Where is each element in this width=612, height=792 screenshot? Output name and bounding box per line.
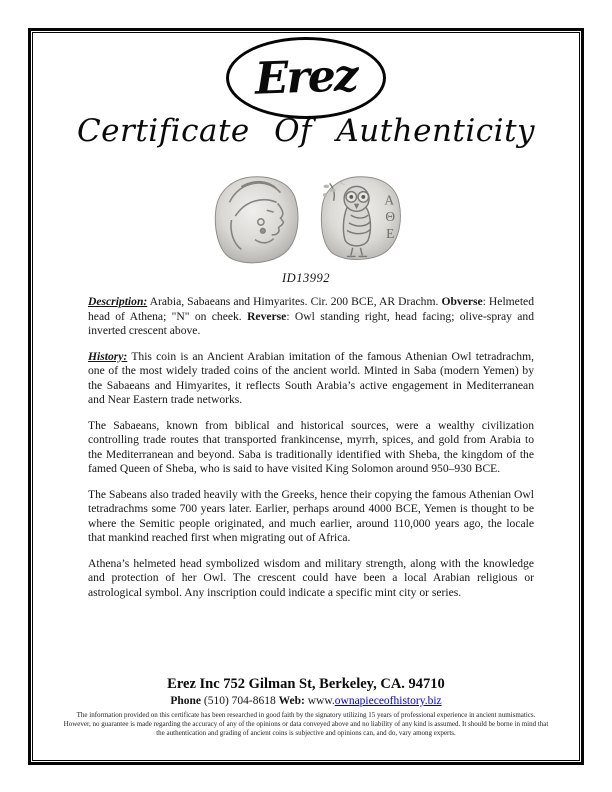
website-link[interactable]: ownapieceofhistory.biz — [334, 695, 442, 707]
logo-text: Erez — [254, 50, 358, 105]
logo-oval — [226, 37, 386, 119]
reverse-label: Reverse — [247, 309, 287, 323]
description-paragraph — [88, 295, 534, 339]
reverse-text: : Owl standing right, head facing; olive-spray and inverted crescent above. — [88, 309, 535, 337]
obverse-coin-flan — [215, 177, 298, 263]
coin-reverse-photo — [310, 171, 407, 267]
phone-label: Phone — [170, 695, 202, 707]
history-label: History: — [88, 349, 128, 363]
history-text: This coin is an Ancient Arabian imitation of the famous Athenian Owl tetradrachm, one of the most widely traded coins of the ancient world. Minted in Saba (modern Yemen) by the Sabaeans and Himyarites, it reflects South Arabia’s active engagement in Mediterranean and Near Eastern trade networks. — [88, 349, 534, 406]
description-label: Description: — [88, 295, 148, 308]
disclaimer-line: the authentication and grading of ancient coins is subjective and opinions can, and do, vary among experts. — [156, 729, 456, 738]
contact-line — [0, 695, 612, 707]
body-paragraph: The Sabaeans, known from biblical and historical sources, were a wealthy civilization controlling trade routes that transported frankincense, myrrh, spices, and gold from Arabia to the Mediterranean and beyond. Saba is traditionally identified with Sheba, the kingdom of the famed Queen of Sheba, who is said to have visited King Solomon around 950–930 BCE. — [88, 418, 534, 475]
coin-id: ID13992 — [282, 271, 330, 285]
phone-number: (510) 704-8618 — [201, 695, 279, 707]
history-paragraph — [88, 350, 534, 408]
svg-text:Α: Α — [383, 192, 394, 208]
reverse-inscription — [384, 193, 395, 242]
certificate-body — [88, 295, 534, 611]
web-prefix: www. — [304, 695, 335, 707]
obverse-label: Obverse — [441, 295, 483, 308]
certificate-footer — [0, 676, 612, 739]
disclaimer-line: However, no guarantee is made regarding the accuracy of any of the opinions or data conveyed above and no liability of any kind is assumed. It should be borne in mind that — [63, 720, 549, 729]
certificate-title: Certificate Of Authenticity — [76, 113, 536, 149]
company-address: Erez Inc 752 Gilman St, Berkeley, CA. 94710 — [167, 676, 445, 692]
description-intro: Arabia, Sabaeans and Himyarites. Cir. 200 BCE, AR Drachm. — [147, 295, 442, 308]
body-paragraph: Athena’s helmeted head symbolized wisdom and military strength, along with the knowledge and protection of her Owl. The crescent could have been a local Arabian religious or astrological symbol. Any inscription could indicate a specific mint city or series. — [88, 556, 534, 599]
obverse-text: : Helmeted head of Athena; "N" on cheek. — [88, 295, 534, 323]
disclaimer-line: The information provided on this certificate has been researched in good faith by the signatory utilizing 15 years of professional experience in ancient numismatics. — [76, 711, 536, 719]
body-paragraph: The Sabeans also traded heavily with the Greeks, hence their copying the famous Athenian Owl tetradrachms some 700 years later. Earlier, perhaps around 4000 BCE, Yemen is thought to be where the Semitic people originated, and much earlier, around 110,000 years ago, the locale that mankind reached first when migrating out of Africa. — [88, 487, 534, 544]
coin-obverse-photo — [206, 171, 304, 269]
disclaimer — [0, 711, 612, 739]
web-label: Web: — [278, 695, 305, 707]
svg-text:Ε: Ε — [385, 226, 394, 242]
svg-text:Θ: Θ — [384, 208, 395, 224]
coin-photos — [0, 171, 612, 269]
